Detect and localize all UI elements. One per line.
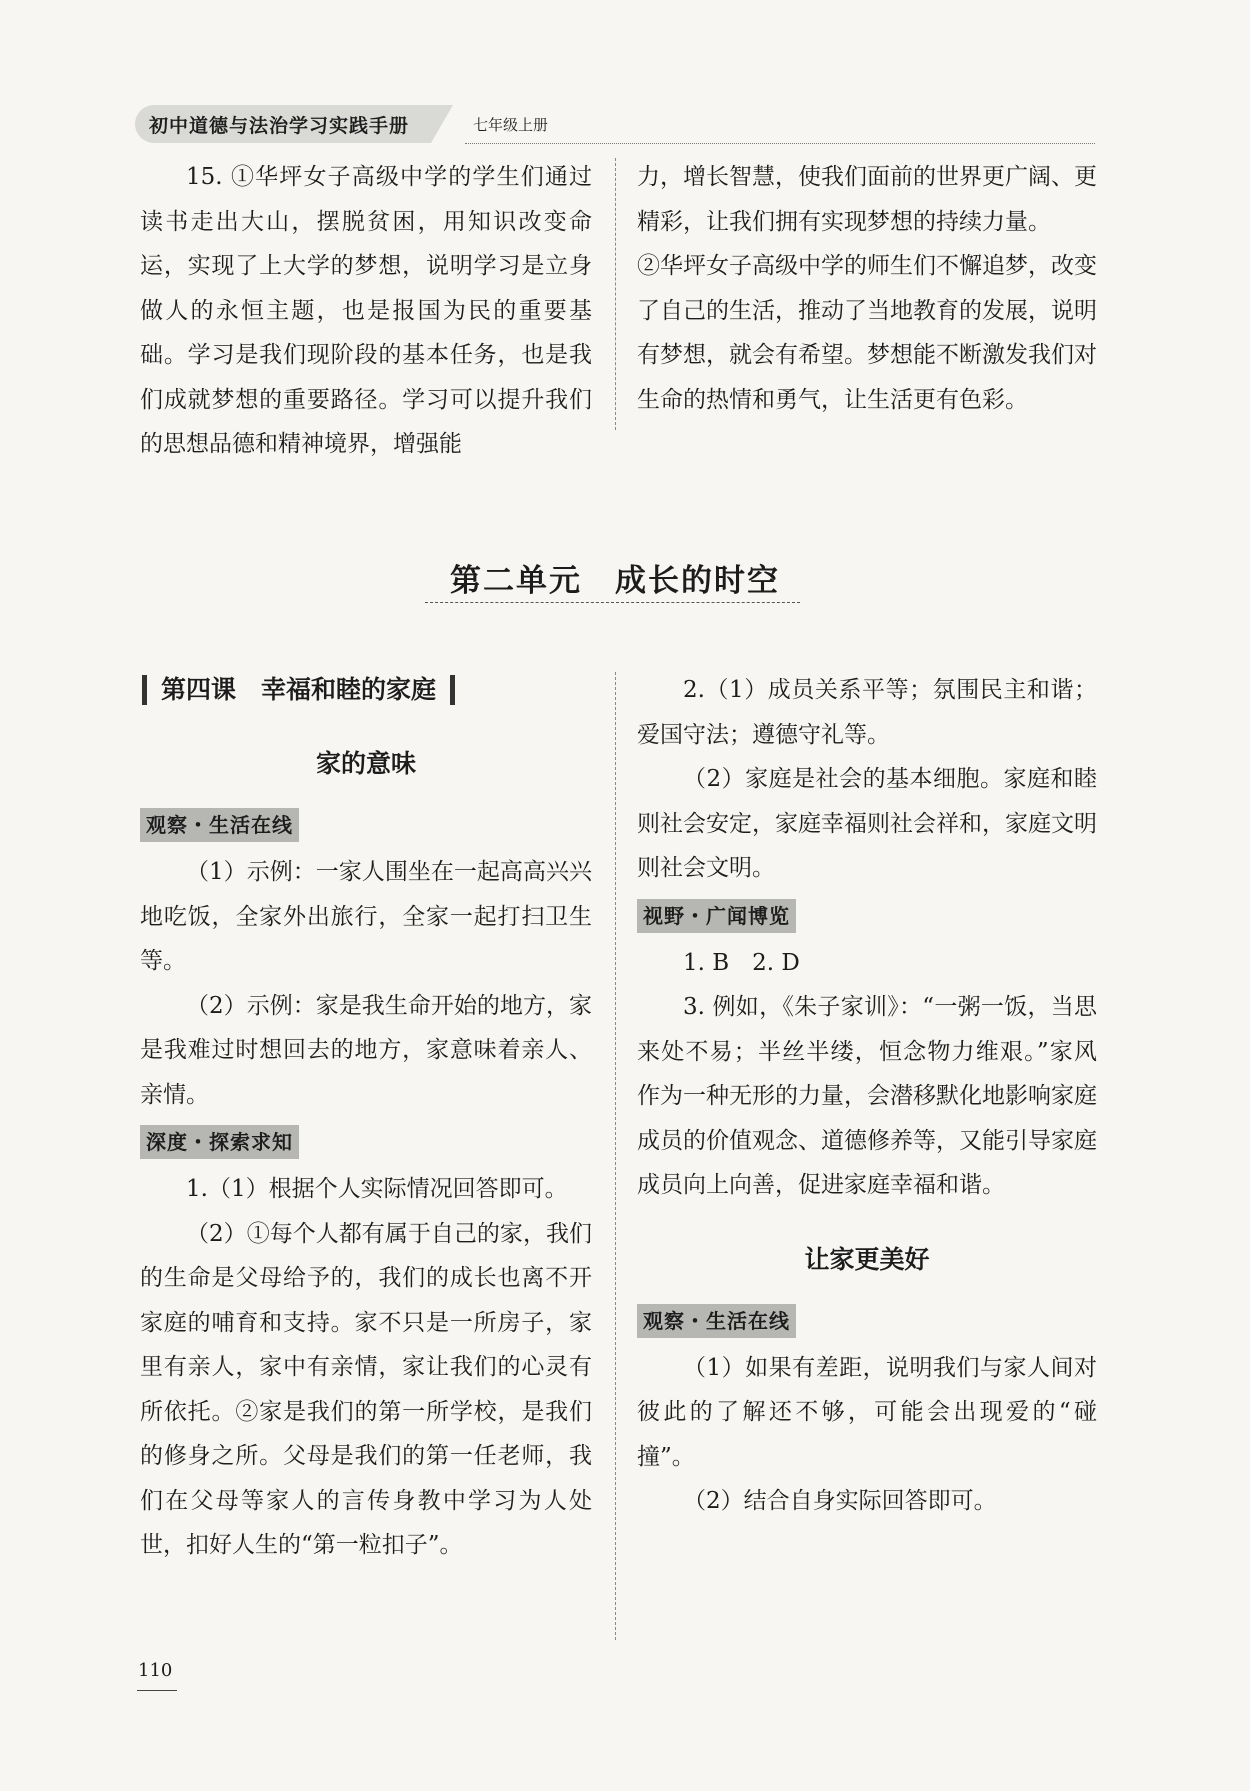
page-number-rule — [137, 1690, 177, 1691]
section-title-home-meaning: 家的意味 — [315, 749, 416, 778]
unit-title-rule — [425, 602, 800, 603]
answer-3: 3. 例如，《朱子家训》：“一粥一饭，当思来处不易；半丝半缕，恒念物力维艰。”家风作为一种无形的力量，会潜移默化地影响家庭成员的价值观念、道德修养等，又能引导家庭成员向上向善，促进家庭幸福和谐。 — [637, 994, 1097, 1198]
depth-answer-2: （2）①每个人都有属于自己的家，我们的生命是父母给予的，我们的成长也离不开家庭的哺育和支持。家不只是一所房子，家里有亲人，家中有亲情，家让我们的心灵有所依托。②家是我们的第一所学校，是我们的修身之所。父母是我们的第一任老师，我们在父母等家人的言传身教中学习为人处世，扣好人生的“第一粒扣子”。 — [140, 1220, 592, 1558]
tag-observe: 观察・生活在线 — [140, 808, 299, 842]
top-column-divider — [615, 158, 616, 430]
section-title-better-home: 让家更美好 — [804, 1244, 930, 1274]
grade-label: 七年级上册 — [473, 116, 549, 134]
lesson-title: 第四课 幸福和睦的家庭 — [161, 674, 437, 704]
tag-observe-2: 观察・生活在线 — [637, 1304, 796, 1338]
top-right-column — [637, 155, 1097, 422]
bottom-right-column — [637, 668, 1097, 1524]
lesson-heading — [140, 668, 592, 712]
answer-2-part2: （2）家庭是社会的基本细胞。家庭和睦则社会安定，家庭幸福则社会祥和，家庭文明则社会文明。 — [637, 766, 1097, 881]
page-header — [135, 105, 1095, 145]
lesson-bar-right — [450, 675, 455, 705]
answer-15-part2: 力，增长智慧，使我们面前的世界更广阔、更精彩，让我们拥有实现梦想的持续力量。 — [637, 164, 1097, 235]
depth-answer-1: 1.（1）根据个人实际情况回答即可。 — [186, 1176, 568, 1202]
bottom-left-column — [140, 668, 592, 1568]
header-tab — [135, 105, 431, 143]
page-number: 110 — [138, 1660, 173, 1681]
observe-answer-2: （2）示例：家是我生命开始的地方，家是我难过时想回去的地方，家意味着亲人、亲情。 — [140, 992, 592, 1108]
choice-answers: 1. B 2. D — [683, 949, 800, 976]
answer-15-part3: ②华坪女子高级中学的师生们不懈追梦，改变了自己的生活，推动了当地教育的发展，说明有梦想，就会有希望。梦想能不断激发我们对生命的热情和勇气，让生活更有色彩。 — [637, 253, 1097, 413]
header-rule — [465, 143, 1095, 144]
observe-answer-4: （2）结合自身实际回答即可。 — [683, 1488, 997, 1514]
tag-vision: 视野・广闻博览 — [637, 899, 796, 933]
lesson-bar-left — [142, 675, 147, 705]
answer-15-part1: 15. ①华坪女子高级中学的学生们通过读书走出大山，摆脱贫困，用知识改变命运，实现了上大学的梦想，说明学习是立身做人的永恒主题，也是报国为民的重要基础。学习是我们现阶段的基本任务，也是我们成就梦想的重要路径。学习可以提升我们的思想品德和精神境界，增强能 — [140, 164, 592, 457]
bottom-column-divider — [615, 672, 616, 1640]
top-left-column — [140, 155, 592, 467]
book-title: 初中道德与法治学习实践手册 — [149, 114, 410, 137]
observe-answer-1: （1）示例：一家人围坐在一起高高兴兴地吃饭，全家外出旅行，全家一起打扫卫生等。 — [140, 859, 592, 974]
observe-answer-3: （1）如果有差距，说明我们与家人间对彼此的了解还不够，可能会出现爱的“碰撞”。 — [637, 1354, 1097, 1470]
answer-2-part1: 2.（1）成员关系平等；氛围民主和谐；爱国守法；遵德守礼等。 — [637, 677, 1097, 748]
tag-depth: 深度・探索求知 — [140, 1125, 299, 1159]
unit-title: 第二单元 成长的时空 — [450, 563, 780, 599]
